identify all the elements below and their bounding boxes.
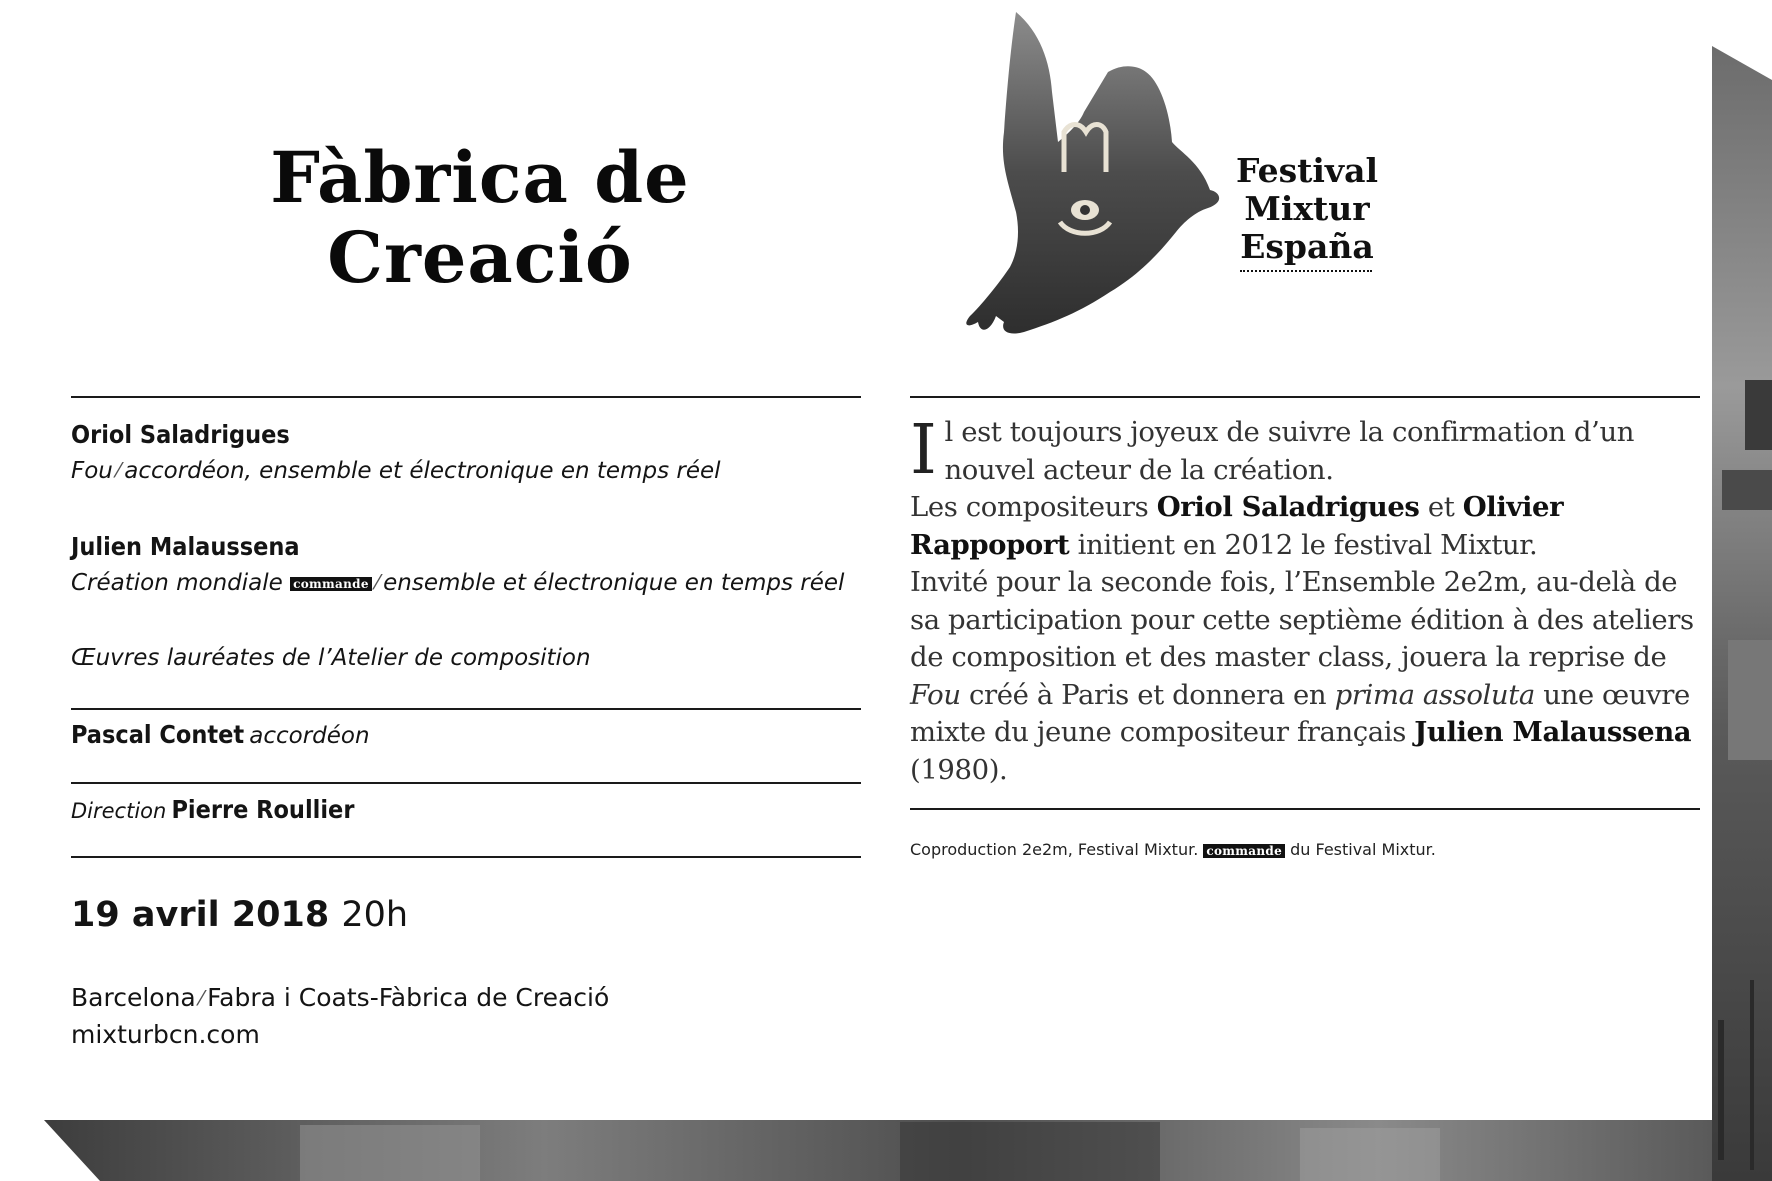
work-line: [71, 458, 721, 484]
direction-line: [71, 795, 354, 824]
description-p1: l est toujours joyeux de suivre la confirmation d’un nouvel acteur de la création.: [944, 416, 1635, 486]
coproduction-credit: [910, 840, 1436, 859]
description-text: une œuvre mixte du jeune compositeur français: [910, 678, 1690, 748]
venue-title: [200, 138, 760, 298]
description-text: Les compositeurs: [910, 491, 1157, 523]
work-instrumentation: accordéon, ensemble et électronique en temps réel: [124, 458, 721, 484]
work-line: [71, 570, 844, 596]
composer-name: Oriol Saladrigues: [71, 420, 290, 449]
soloist-line: [71, 720, 370, 749]
credit-text: du Festival Mixtur.: [1285, 840, 1436, 859]
soloist-name: Pascal Contet: [71, 720, 245, 749]
description: [910, 411, 1700, 789]
dropcap: I: [910, 411, 937, 490]
festival-line1: Festival: [1235, 151, 1379, 190]
divider: [910, 396, 1700, 398]
event-datetime: [71, 895, 408, 935]
divider: [71, 856, 861, 858]
slash-icon: ⁄: [116, 458, 121, 482]
commande-badge: commande: [1203, 844, 1285, 858]
slash-icon: ⁄: [199, 986, 204, 1010]
divider: [910, 808, 1700, 810]
description-text: et: [1419, 491, 1463, 523]
composer-name: Julien Malaussena: [71, 532, 300, 561]
work-title: Fou: [71, 458, 113, 484]
commande-badge: commande: [290, 577, 372, 591]
venue-line: [71, 983, 609, 1012]
venue-title-line2: Creació: [327, 216, 633, 299]
festival-name: [1232, 152, 1382, 266]
description-text: (1980).: [910, 753, 1008, 786]
venue-title-line1: Fàbrica de: [270, 136, 690, 219]
laureates-line: Œuvres lauréates de l’Atelier de composition: [71, 645, 591, 671]
description-text: initient en 2012 le festival Mixtur.: [1069, 528, 1538, 561]
event-time: 20h: [341, 895, 409, 935]
description-text: Invité pour la seconde fois, l’Ensemble 2e2m, au-delà de sa participation pour cette septième édition à des ateliers de composition et des master class, jouera la reprise de: [910, 566, 1694, 673]
divider: [71, 396, 861, 398]
composer-highlight: Olivier Rappoport: [910, 491, 1564, 561]
festival-underline: [1240, 270, 1372, 272]
work-instrumentation: ensemble et électronique en temps réel: [383, 570, 845, 596]
divider: [71, 708, 861, 710]
festival-line2: Mixtur: [1244, 189, 1370, 228]
slash-icon: ⁄: [375, 570, 380, 594]
event-date: 19 avril 2018: [71, 895, 330, 935]
divider: [71, 782, 861, 784]
work-title: Création mondiale: [71, 570, 283, 596]
italic-highlight: prima assoluta: [1334, 678, 1535, 711]
work-highlight: Fou: [910, 678, 961, 711]
soloist-instrument: accordéon: [249, 723, 370, 749]
composer-highlight: Julien Malaussena: [1414, 716, 1692, 748]
festival-line3: España: [1240, 227, 1374, 266]
venue-place: Fabra i Coats-Fàbrica de Creació: [207, 983, 610, 1012]
website-link[interactable]: mixturbcn.com: [71, 1020, 260, 1049]
description-text: créé à Paris et donnera en: [960, 678, 1335, 711]
conductor-name: Pierre Roullier: [171, 795, 355, 824]
credit-text: Coproduction 2e2m, Festival Mixtur.: [910, 840, 1204, 859]
composer-highlight: Oriol Saladrigues: [1156, 491, 1420, 523]
direction-label: Direction: [71, 799, 167, 823]
venue-city: Barcelona: [71, 983, 196, 1012]
